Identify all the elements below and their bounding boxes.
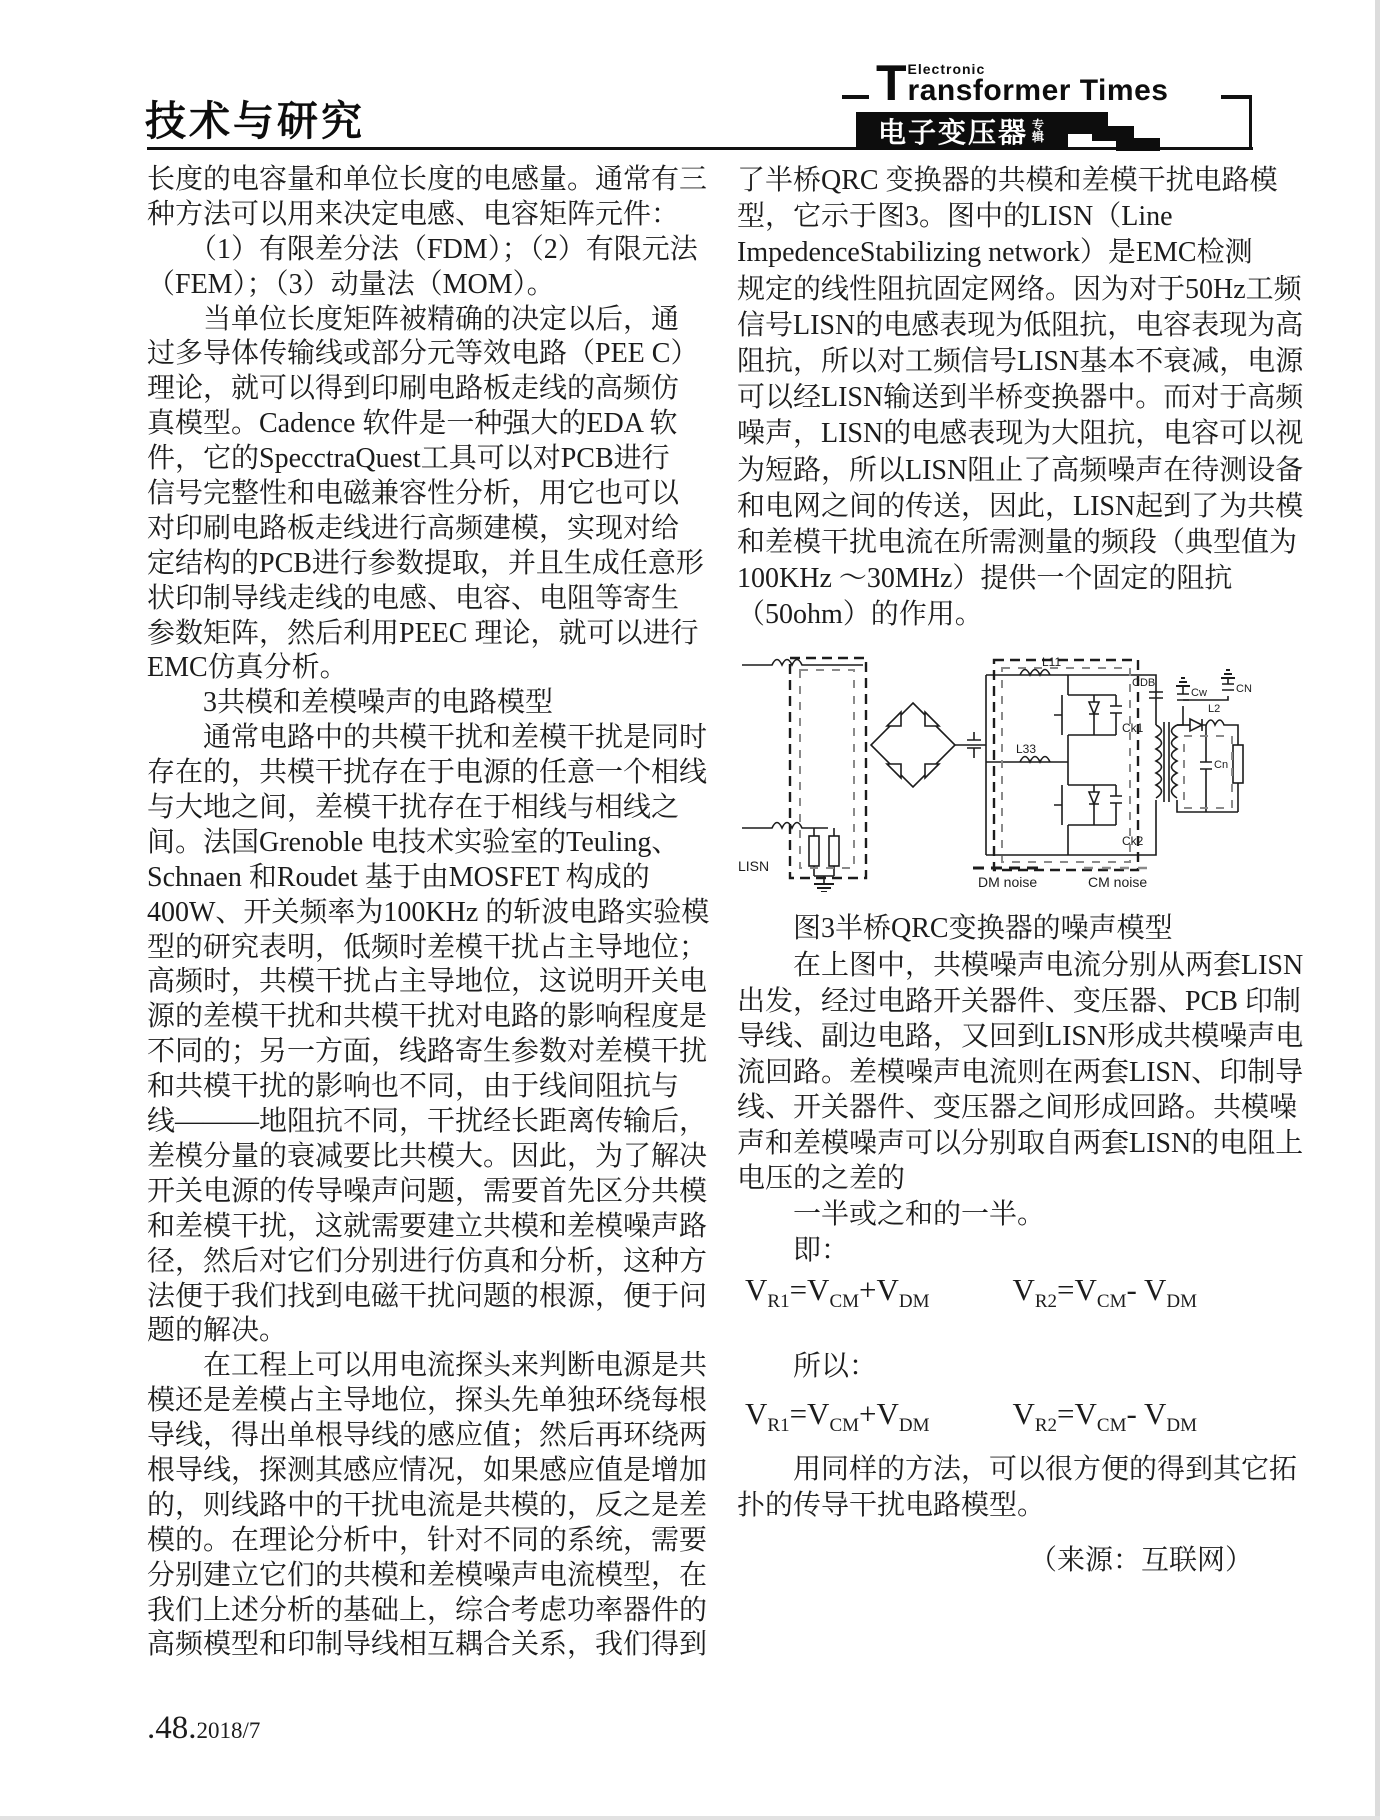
equation-so-label: 所以： bbox=[737, 1351, 878, 1382]
text-line: 开关电源的传导噪声问题，需要首先区分共模 bbox=[147, 1175, 708, 1207]
text-line: 和差模干扰电流在所需测量的频段（典型值为 bbox=[737, 526, 1298, 558]
right-column-tail bbox=[737, 1452, 1298, 1523]
text-line: 3共模和差模噪声的电路模型 bbox=[147, 687, 554, 719]
text-line: 长度的电容量和单位长度的电感量。通常有三 bbox=[147, 164, 708, 195]
text-line: 高频模型和印制导线相互耦合关系，我们得到 bbox=[147, 1629, 708, 1661]
cn-top-label: CN bbox=[1236, 683, 1252, 695]
text-line: 不同的；另一方面，线路寄生参数对差模干扰 bbox=[147, 1036, 708, 1068]
equation-vr1: $V_{R1}=V_{CM}+V_{DM}$ bbox=[745, 1272, 930, 1313]
section-title: 技术与研究 bbox=[145, 98, 365, 144]
header-rule bbox=[147, 147, 1253, 150]
text-line: Schnaen 和Roudet 基于由MOSFET 构成的 bbox=[147, 861, 650, 893]
logo-dash-right bbox=[1221, 95, 1252, 99]
text-line: 信号完整性和电磁兼容性分析，用它也可以 bbox=[147, 478, 680, 510]
brand-cn-subtitle: 专辑 bbox=[1032, 118, 1045, 144]
cn-label: Cn bbox=[1214, 759, 1229, 771]
text-line: 状印制导线走线的电感、电容、电阻等寄生 bbox=[147, 582, 680, 614]
text-line: 通常电路中的共模干扰和差模干扰是同时 bbox=[147, 722, 708, 754]
text-line: 模的。在理论分析中，针对不同的系统，需要 bbox=[147, 1524, 708, 1556]
figure3-caption: 图3半桥QRC变换器的噪声模型 bbox=[737, 913, 1173, 944]
equation-vr2-repeat: $V_{R2}=V_{CM}-$ $V_{DM}$ bbox=[1012, 1396, 1197, 1437]
source-note: （来源：互联网） bbox=[1028, 1545, 1253, 1576]
ck2-label: Ck2 bbox=[1122, 834, 1144, 848]
logo-vertical-rule bbox=[1249, 95, 1252, 150]
l33-label: L33 bbox=[1016, 742, 1037, 756]
text-line: 径，然后对它们分别进行仿真和分析，这种方 bbox=[147, 1245, 708, 1277]
circuit-schematic bbox=[728, 640, 1252, 892]
text-line: 型的研究表明，低频时差模干扰占主导地位； bbox=[147, 931, 708, 963]
text-line: 了半桥QRC 变换器的共模和差模干扰电路模 bbox=[737, 165, 1278, 196]
equation-intro-label: 即： bbox=[737, 1235, 850, 1266]
issue-number: 2018/7 bbox=[196, 1718, 261, 1743]
ck1-label: Ck1 bbox=[1122, 721, 1144, 735]
text-line: 声和差模噪声可以分别取自两套LISN的电阻上 bbox=[737, 1127, 1304, 1159]
lisn-label: LISN bbox=[738, 858, 770, 874]
text-line: 一半或之和的一半。 bbox=[737, 1198, 1046, 1230]
text-line: （FEM）；（3）动量法（MOM）。 bbox=[147, 268, 555, 300]
text-line: EMC仿真分析。 bbox=[147, 652, 348, 684]
scan-edge-right bbox=[1375, 0, 1380, 1820]
text-line: 和共模干扰的影响也不同，由于线间阻抗与 bbox=[147, 1071, 680, 1103]
page-footer bbox=[147, 1710, 260, 1747]
legend-dm-noise: DM noise bbox=[978, 874, 1038, 890]
text-line: 定结构的PCB进行参数提取，并且生成任意形 bbox=[147, 547, 704, 579]
text-line: 真模型。Cadence 软件是一种强大的EDA 软 bbox=[147, 408, 678, 440]
page-number: .48. bbox=[147, 1710, 197, 1746]
equation-row-2 bbox=[745, 1396, 1197, 1437]
text-line: 导线，得出单根导线的感应值；然后再环绕两 bbox=[147, 1420, 708, 1452]
text-line: 与大地之间，差模干扰存在于相线与相线之 bbox=[147, 792, 680, 824]
text-line: 差模分量的衰减要比共模大。因此，为了解决 bbox=[147, 1140, 708, 1172]
logo-stair-block bbox=[1116, 138, 1160, 151]
text-line: 在上图中，共模噪声电流分别从两套LISN bbox=[737, 950, 1304, 981]
brand-cn-text: 电子变压器 bbox=[877, 117, 1028, 148]
text-line: 间。法国Grenoble 电技术实验室的Teuling、 bbox=[147, 826, 680, 858]
cdb-label: CDB bbox=[1132, 677, 1156, 689]
text-line: 导线、副边电路，又回到LISN形成共模噪声电 bbox=[737, 1021, 1304, 1052]
logo-transformer-times-text: ransformer Times bbox=[907, 74, 1169, 107]
text-line: （50ohm）的作用。 bbox=[737, 599, 983, 631]
text-line: （1）有限差分法（FDM）；（2）有限元法 bbox=[147, 233, 698, 265]
text-line: 出发，经过电路开关器件、变压器、PCB 印制 bbox=[737, 985, 1301, 1017]
text-line: 在工程上可以用电流探头来判断电源是共 bbox=[147, 1350, 708, 1382]
text-line: 模还是差模占主导地位，探头先单独环绕每根 bbox=[147, 1385, 708, 1417]
text-line: 种方法可以用来决定电感、电容矩阵元件： bbox=[147, 198, 680, 230]
text-line: 过多导体传输线或部分元等效电路（PEE C） bbox=[147, 338, 699, 370]
logo-dash-left bbox=[842, 95, 869, 99]
logo-electronic-text: Electronic bbox=[907, 61, 986, 77]
text-line: 存在的，共模干扰存在于电源的任意一个相线 bbox=[147, 757, 708, 789]
text-line: 理论，就可以得到印刷电路板走线的高频仿 bbox=[147, 373, 680, 405]
equation-vr2: $V_{R2}=V_{CM}-$ $V_{DM}$ bbox=[1012, 1272, 1197, 1313]
legend-cm-noise: CM noise bbox=[1088, 874, 1148, 890]
text-line: 根导线，探测其感应情况，如果感应值是增加 bbox=[147, 1454, 708, 1486]
text-line: ImpedenceStabilizing network）是EMC检测 bbox=[737, 237, 1253, 269]
text-line: 阻抗，所以对工频信号LISN基本不衰减，电源 bbox=[737, 345, 1304, 377]
transformer-times-logo bbox=[876, 55, 1169, 111]
text-line: 噪声，LISN的电感表现为大阻抗，电容可以视 bbox=[737, 418, 1304, 450]
l2-label: L2 bbox=[1208, 703, 1221, 715]
text-line: 400W、开关频率为100KHz 的斩波电路实验模 bbox=[147, 896, 710, 928]
text-line: 题的解决。 bbox=[147, 1315, 288, 1347]
right-column-top bbox=[737, 163, 1304, 633]
logo-big-t: T bbox=[876, 55, 907, 111]
text-line: 可以经LISN输送到半桥变换器中。而对于高频 bbox=[737, 382, 1304, 414]
text-line: 线———地阻抗不同，干扰经长距离传输后， bbox=[147, 1106, 708, 1138]
l11-label: L11 bbox=[1042, 655, 1062, 669]
text-line: 扑的传导干扰电路模型。 bbox=[737, 1489, 1046, 1521]
text-line: 源的差模干扰和共模干扰对电路的影响程度是 bbox=[147, 1001, 708, 1033]
text-line: 和差模干扰，这就需要建立共模和差模噪声路 bbox=[147, 1210, 708, 1242]
text-line: 的，则线路中的干扰电流是共模的，反之是差 bbox=[147, 1489, 708, 1521]
text-line: 用同样的方法，可以很方便的得到其它拓 bbox=[737, 1454, 1298, 1485]
text-line: 信号LISN的电感表现为低阻抗，电容表现为高 bbox=[737, 309, 1304, 341]
text-line: 流回路。差模噪声电流则在两套LISN、印制导 bbox=[737, 1056, 1304, 1088]
text-line: 参数矩阵，然后利用PEEC 理论，就可以进行 bbox=[147, 617, 699, 649]
figure3-noise-model bbox=[728, 640, 1252, 892]
scan-edge-bottom bbox=[0, 1816, 1380, 1820]
equation-vr1-repeat: $V_{R1}=V_{CM}+V_{DM}$ bbox=[745, 1396, 930, 1437]
text-line: 法便于我们找到电磁干扰问题的根源，便于问 bbox=[147, 1280, 708, 1312]
right-column-middle bbox=[737, 948, 1304, 1232]
text-line: 当单位长度矩阵被精确的决定以后，通 bbox=[147, 303, 680, 335]
text-line: 对印刷电路板走线进行高频建模，实现对给 bbox=[147, 512, 680, 544]
left-column bbox=[147, 163, 710, 1663]
cw-label: Cw bbox=[1191, 687, 1207, 699]
text-line: 我们上述分析的基础上，综合考虑功率器件的 bbox=[147, 1594, 708, 1626]
text-line: 电压的之差的 bbox=[737, 1163, 906, 1194]
text-line: 型，它示于图3。图中的LISN（Line bbox=[737, 201, 1173, 233]
text-line: 100KHz ～30MHz）提供一个固定的阻抗 bbox=[737, 563, 1233, 595]
text-line: 规定的线性阻抗固定网络。因为对于50Hz工频 bbox=[737, 273, 1302, 305]
brand-banner-logo bbox=[856, 112, 1068, 150]
text-line: 和电网之间的传送，因此，LISN起到了为共模 bbox=[737, 490, 1304, 522]
text-line: 线、开关器件、变压器之间形成回路。共模噪 bbox=[737, 1092, 1298, 1123]
text-line: 为短路，所以LISN阻止了高频噪声在待测设备 bbox=[737, 454, 1304, 486]
text-line: 高频时，共模干扰占主导地位，这说明开关电 bbox=[147, 966, 708, 998]
text-line: 件，它的SpecctraQuest工具可以对PCB进行 bbox=[147, 443, 670, 475]
text-line: 分别建立它们的共模和差模噪声电流模型，在 bbox=[147, 1559, 708, 1591]
equation-row-1 bbox=[745, 1272, 1197, 1313]
